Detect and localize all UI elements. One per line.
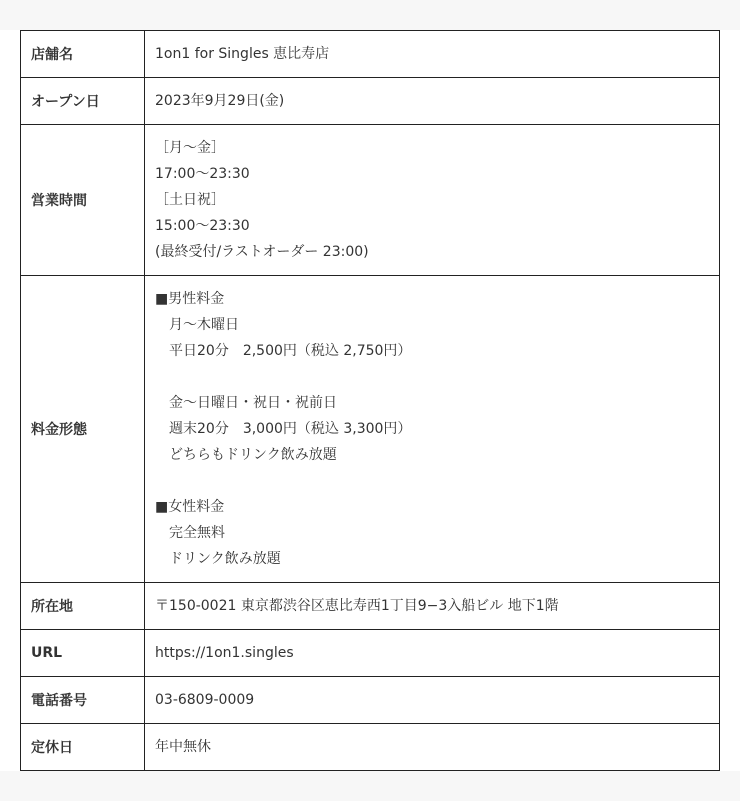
row-label: 営業時間 (21, 125, 145, 276)
row-value (145, 630, 720, 677)
row-label: 定休日 (21, 724, 145, 771)
row-url (21, 630, 720, 677)
value-line: 金〜日曜日・祝日・祝前日 (155, 395, 337, 411)
value-line: ［土日祝］ (155, 192, 225, 208)
value-line: 15:00〜23:30 (155, 218, 250, 234)
row-store-name (21, 31, 720, 78)
row-value (145, 583, 720, 630)
value-line (155, 468, 709, 494)
value-line: ドリンク飲み放題 (155, 551, 281, 567)
value-line: 月〜木曜日 (155, 317, 239, 333)
row-value (145, 125, 720, 276)
value-line: 週末20分 3,000円（税込 3,300円） (155, 421, 412, 437)
value-line: 17:00〜23:30 (155, 166, 250, 182)
value-line: (最終受付/ラストオーダー 23:00) (155, 244, 369, 260)
value-line: 2023年9月29日(金) (155, 93, 285, 109)
store-info-table (20, 30, 720, 771)
row-value (145, 31, 720, 78)
row-label: オープン日 (21, 78, 145, 125)
row-label: URL (21, 630, 145, 677)
row-label: 店舗名 (21, 31, 145, 78)
row-label: 電話番号 (21, 677, 145, 724)
value-line (155, 364, 709, 390)
row-label: 所在地 (21, 583, 145, 630)
row-value (145, 677, 720, 724)
value-line: ■女性料金 (155, 499, 225, 515)
value-line: 〒150-0021 東京都渋谷区恵比寿西1丁目9−3入船ビル 地下1階 (155, 598, 559, 614)
value-line: どちらもドリンク飲み放題 (155, 447, 337, 463)
value-line: 03-6809-0009 (155, 692, 255, 708)
row-closed-days (21, 724, 720, 771)
value-line: 平日20分 2,500円（税込 2,750円） (155, 343, 412, 359)
row-phone (21, 677, 720, 724)
row-address (21, 583, 720, 630)
value-lines (155, 277, 709, 581)
row-open-date (21, 78, 720, 125)
value-line: 年中無休 (155, 739, 211, 755)
row-value (145, 724, 720, 771)
row-pricing (21, 276, 720, 583)
row-value (145, 276, 720, 583)
value-line: 1on1 for Singles 恵比寿店 (155, 46, 330, 62)
value-line: https://1on1.singles (155, 645, 294, 661)
value-line: ■男性料金 (155, 291, 225, 307)
value-line: ［月〜金］ (155, 140, 225, 156)
value-lines (155, 126, 709, 274)
row-business-hours (21, 125, 720, 276)
row-value (145, 78, 720, 125)
row-label: 料金形態 (21, 276, 145, 583)
content-panel (0, 30, 740, 771)
value-line: 完全無料 (155, 525, 225, 541)
